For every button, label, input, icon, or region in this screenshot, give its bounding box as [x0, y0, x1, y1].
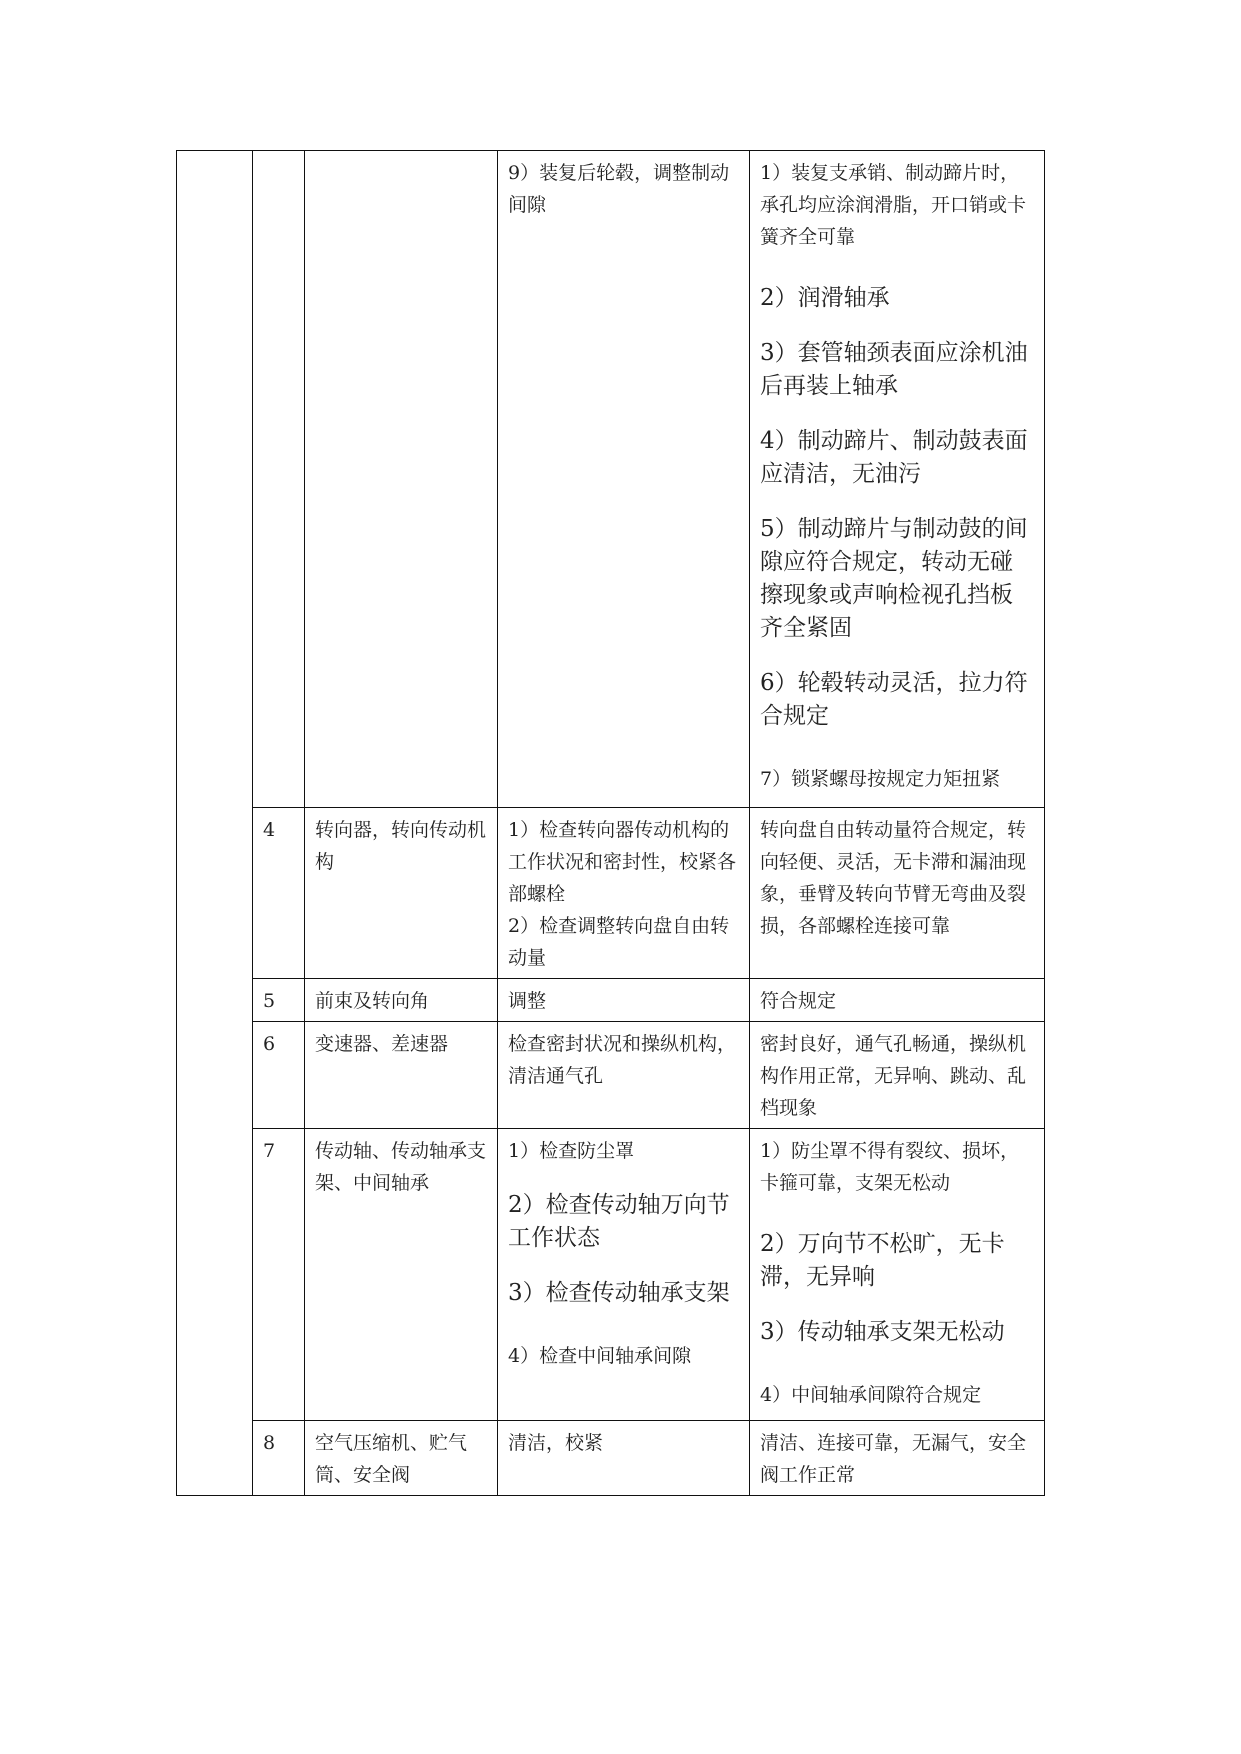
component-cell: 空气压缩机、贮气筒、安全阀: [305, 1421, 498, 1496]
requirement-text: 密封良好，通气孔畅通，操纵机构作用正常，无异响、跳动、乱档现象: [760, 1033, 1027, 1119]
requirement-text: 1）防尘罩不得有裂纹、损坏，卡箍可靠，支架无松动: [760, 1140, 1020, 1194]
component-cell: [305, 151, 498, 808]
operation-cell: [498, 1022, 750, 1129]
operation-cell: [498, 151, 750, 808]
requirement-text: 7）锁紧螺母按规定力矩扭紧: [760, 768, 1001, 790]
requirement-text: 转向盘自由转动量符合规定，转向轻便、灵活，无卡滞和漏油现象，垂臂及转向节臂无弯曲及裂损，各部螺栓连接可靠: [760, 819, 1027, 937]
requirement-text: 符合规定: [760, 990, 837, 1012]
category-cell: [177, 151, 253, 1496]
requirement-text: 清洁、连接可靠，无漏气，安全阀工作正常: [760, 1432, 1027, 1486]
operation-text: 3）检查传动轴承支架: [508, 1280, 730, 1306]
requirement-text: 3）套管轴颈表面应涂机油后再装上轴承: [760, 340, 1028, 399]
item-number-cell: 4: [253, 808, 305, 979]
operation-text: 4）检查中间轴承间隙: [508, 1345, 692, 1367]
operation-cell: [498, 979, 750, 1022]
operation-cell: [498, 808, 750, 979]
table-row: [177, 1022, 1045, 1129]
requirement-text: 2）万向节不松旷，无卡滞，无异响: [760, 1231, 1005, 1290]
requirement-cell: [750, 1129, 1045, 1421]
requirement-text: 6）轮毂转动灵活，拉力符合规定: [760, 670, 1028, 729]
operation-text: 1）检查转向器传动机构的工作状况和密封性，校紧各部螺栓: [508, 819, 737, 905]
item-number-cell: 7: [253, 1129, 305, 1421]
operation-text: 检查密封状况和操纵机构，清洁通气孔: [508, 1033, 737, 1087]
component-cell: 转向器，转向传动机构: [305, 808, 498, 979]
requirement-text: 4）中间轴承间隙符合规定: [760, 1384, 982, 1406]
maintenance-table: [176, 150, 1045, 1496]
component-cell: 前束及转向角: [305, 979, 498, 1022]
requirement-cell: [750, 808, 1045, 979]
operation-text: 1）检查防尘罩: [508, 1140, 635, 1162]
component-cell: 变速器、差速器: [305, 1022, 498, 1129]
requirement-cell: [750, 979, 1045, 1022]
requirement-text: 5）制动蹄片与制动鼓的间隙应符合规定，转动无碰擦现象或声响检视孔挡板齐全紧固: [760, 516, 1028, 641]
requirement-text: 2）润滑轴承: [760, 285, 890, 311]
operation-text: 调整: [508, 990, 547, 1012]
operation-text: 9）装复后轮毂，调整制动间隙: [508, 162, 730, 216]
requirement-text: 3）传动轴承支架无松动: [760, 1319, 1005, 1345]
table-row: [177, 808, 1045, 979]
table-row: [177, 1129, 1045, 1421]
operation-text: 2）检查调整转向盘自由转动量: [508, 915, 730, 969]
operation-cell: [498, 1129, 750, 1421]
requirement-cell: [750, 1421, 1045, 1496]
operation-cell: [498, 1421, 750, 1496]
item-number-cell: [253, 151, 305, 808]
requirement-cell: [750, 151, 1045, 808]
item-number-cell: 6: [253, 1022, 305, 1129]
operation-text: 清洁，校紧: [508, 1432, 604, 1454]
requirement-cell: [750, 1022, 1045, 1129]
item-number-cell: 8: [253, 1421, 305, 1496]
requirement-text: 1）装复支承销、制动蹄片时，承孔均应涂润滑脂，开口销或卡簧齐全可靠: [760, 162, 1027, 248]
operation-text: 2）检查传动轴万向节工作状态: [508, 1192, 730, 1251]
requirement-text: 4）制动蹄片、制动鼓表面应清洁，无油污: [760, 428, 1028, 487]
table-row: [177, 151, 1045, 808]
table-row: [177, 979, 1045, 1022]
component-cell: 传动轴、传动轴承支架、中间轴承: [305, 1129, 498, 1421]
item-number-cell: 5: [253, 979, 305, 1022]
table-row: [177, 1421, 1045, 1496]
